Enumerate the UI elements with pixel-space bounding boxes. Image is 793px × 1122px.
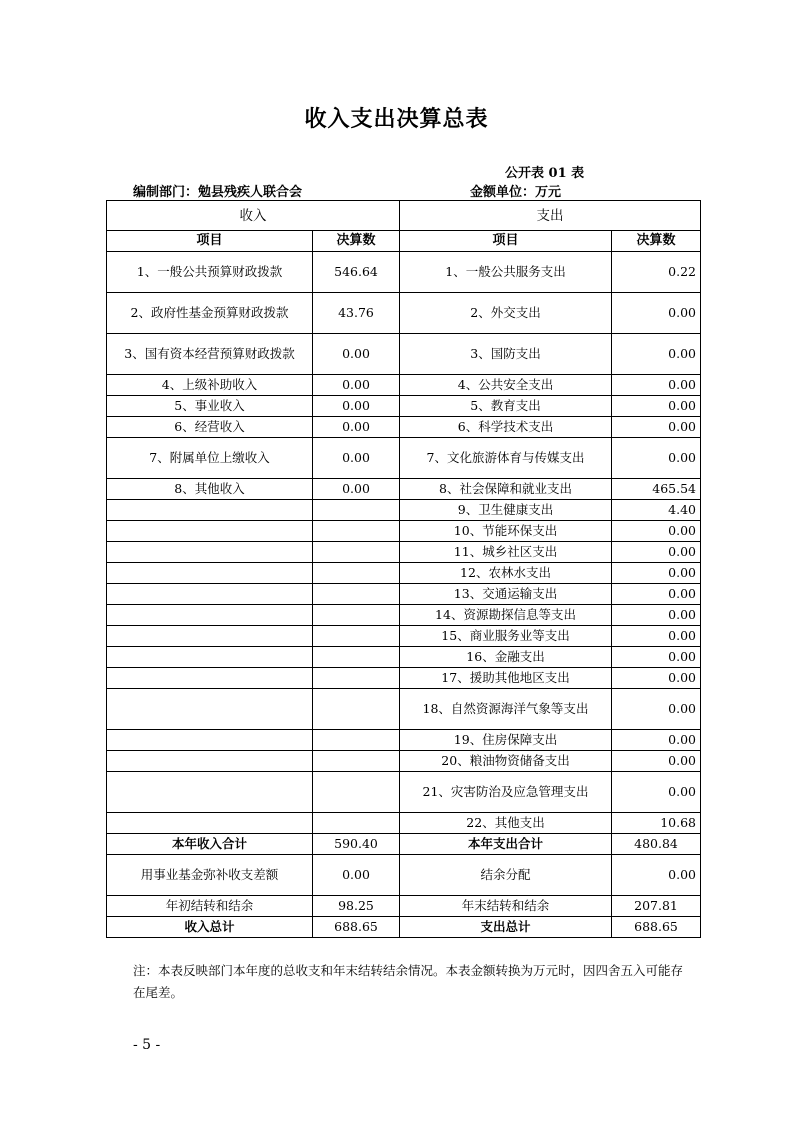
table-row [107,605,701,626]
income-amount-cell: 0.00 [313,417,400,438]
table-row [107,500,701,521]
table-row [107,375,701,396]
income-item-cell [107,751,313,772]
expense-amount-cell: 0.22 [612,252,701,293]
year-total-row [107,834,701,855]
table-row [107,584,701,605]
expense-amount-cell: 4.40 [612,500,701,521]
income-amount-cell [313,668,400,689]
income-item-cell [107,626,313,647]
expense-item-cell: 17、援助其他地区支出 [400,668,612,689]
income-amount-cell [313,751,400,772]
table-row [107,751,701,772]
income-item-cell [107,668,313,689]
expense-item-cell: 15、商业服务业等支出 [400,626,612,647]
table-row [107,479,701,500]
expense-item-cell: 20、粮油物资储备支出 [400,751,612,772]
income-amount-cell: 546.64 [313,252,400,293]
expense-item-cell: 10、节能环保支出 [400,521,612,542]
income-item-cell: 6、经营收入 [107,417,313,438]
expense-amount-cell: 0.00 [612,563,701,584]
income-item-cell [107,521,313,542]
table-row [107,542,701,563]
expense-item-cell: 11、城乡社区支出 [400,542,612,563]
income-amount-cell [313,500,400,521]
income-amount-cell [313,521,400,542]
income-header: 收入 [107,201,400,231]
income-amount-cell [313,772,400,813]
table-row [107,293,701,334]
income-amount-cell [313,626,400,647]
department-label: 编制部门：勉县残疾人联合会 [133,185,303,200]
expense-item-cell: 8、社会保障和就业支出 [400,479,612,500]
expense-amount-cell: 0.00 [612,417,701,438]
page-title: 收入支出决算总表 [304,106,489,132]
table-row [107,334,701,375]
income-item-cell [107,500,313,521]
income-item-cell [107,772,313,813]
begin-label: 年初结转和结余 [107,896,313,917]
expense-item-cell: 7、文化旅游体育与传媒支出 [400,438,612,479]
total-income-label: 收入总计 [107,917,313,938]
expense-item-cell: 22、其他支出 [400,813,612,834]
income-item-cell [107,542,313,563]
income-item-cell [107,647,313,668]
surplus-label: 结余分配 [400,855,612,896]
table-row [107,417,701,438]
expense-item-cell: 13、交通运输支出 [400,584,612,605]
table-row [107,626,701,647]
expense-amount-cell: 465.54 [612,479,701,500]
expense-amount-cell: 10.68 [612,813,701,834]
carryover-row [107,896,701,917]
income-amount-cell [313,730,400,751]
income-item-cell [107,689,313,730]
year-income-label: 本年收入合计 [107,834,313,855]
income-amount-cell: 0.00 [313,334,400,375]
table-row [107,563,701,584]
expense-item-cell: 1、一般公共服务支出 [400,252,612,293]
income-item-header: 项目 [107,231,313,252]
income-amount-cell [313,542,400,563]
income-item-cell [107,730,313,751]
income-item-cell: 3、国有资本经营预算财政拨款 [107,334,313,375]
income-item-cell: 7、附属单位上缴收入 [107,438,313,479]
income-item-cell: 8、其他收入 [107,479,313,500]
income-item-cell [107,605,313,626]
footnote: 注：本表反映部门本年度的总收支和年末结转结余情况。本表金额转换为万元时，因四舍五入可能存在尾差。 [133,963,684,1000]
column-header-row [107,231,701,252]
expense-item-cell: 12、农林水支出 [400,563,612,584]
income-item-cell [107,813,313,834]
expense-amount-cell: 0.00 [612,751,701,772]
table-row [107,252,701,293]
table-row [107,521,701,542]
fund-row [107,855,701,896]
income-item-cell: 1、一般公共预算财政拨款 [107,252,313,293]
end-value: 207.81 [612,896,701,917]
expense-item-cell: 5、教育支出 [400,396,612,417]
total-expense-label: 支出总计 [400,917,612,938]
unit-label: 金额单位：万元 [470,185,562,200]
income-amount-cell [313,689,400,730]
expense-amount-cell: 0.00 [612,438,701,479]
total-expense-value: 688.65 [612,917,701,938]
income-amount-cell [313,605,400,626]
expense-item-cell: 21、灾害防治及应急管理支出 [400,772,612,813]
expense-item-header: 项目 [400,231,612,252]
page-number: - 5 - [133,1037,161,1053]
surplus-value: 0.00 [612,855,701,896]
income-item-cell: 5、事业收入 [107,396,313,417]
income-amount-cell: 0.00 [313,438,400,479]
table-row [107,772,701,813]
expense-amount-cell: 0.00 [612,375,701,396]
expense-item-cell: 2、外交支出 [400,293,612,334]
income-amount-cell: 0.00 [313,479,400,500]
income-amount-cell [313,584,400,605]
expense-amount-cell: 0.00 [612,772,701,813]
expense-amount-cell: 0.00 [612,689,701,730]
income-amount-cell: 0.00 [313,396,400,417]
income-amount-cell [313,563,400,584]
income-amount-cell: 0.00 [313,375,400,396]
income-amount-cell [313,647,400,668]
income-amount-cell [313,813,400,834]
expense-header: 支出 [400,201,701,231]
expense-amount-cell: 0.00 [612,605,701,626]
year-expense-value: 480.84 [612,834,701,855]
expense-item-cell: 14、资源勘探信息等支出 [400,605,612,626]
begin-value: 98.25 [313,896,400,917]
expense-amount-cell: 0.00 [612,626,701,647]
table-row [107,813,701,834]
table-row [107,647,701,668]
income-amount-cell: 43.76 [313,293,400,334]
expense-amount-cell: 0.00 [612,542,701,563]
expense-item-cell: 16、金融支出 [400,647,612,668]
section-header-row [107,201,701,231]
expense-item-cell: 18、自然资源海洋气象等支出 [400,689,612,730]
expense-amount-cell: 0.00 [612,396,701,417]
expense-item-cell: 9、卫生健康支出 [400,500,612,521]
expense-item-cell: 4、公共安全支出 [400,375,612,396]
income-item-cell: 4、上级补助收入 [107,375,313,396]
expense-amount-cell: 0.00 [612,668,701,689]
year-income-value: 590.40 [313,834,400,855]
fund-label: 用事业基金弥补收支差额 [107,855,313,896]
income-item-cell [107,584,313,605]
income-item-cell [107,563,313,584]
grand-total-row [107,917,701,938]
table-row [107,730,701,751]
expense-amount-cell: 0.00 [612,293,701,334]
income-item-cell: 2、政府性基金预算财政拨款 [107,293,313,334]
table-row [107,689,701,730]
expense-amount-header: 决算数 [612,231,701,252]
table-row [107,438,701,479]
income-amount-header: 决算数 [313,231,400,252]
form-number: 公开表 01 表 [505,166,585,181]
total-income-value: 688.65 [313,917,400,938]
table-row [107,396,701,417]
expense-item-cell: 3、国防支出 [400,334,612,375]
budget-table [106,200,701,938]
expense-amount-cell: 0.00 [612,521,701,542]
year-expense-label: 本年支出合计 [400,834,612,855]
end-label: 年末结转和结余 [400,896,612,917]
table-row [107,668,701,689]
expense-amount-cell: 0.00 [612,647,701,668]
expense-item-cell: 19、住房保障支出 [400,730,612,751]
expense-amount-cell: 0.00 [612,730,701,751]
expense-item-cell: 6、科学技术支出 [400,417,612,438]
expense-amount-cell: 0.00 [612,584,701,605]
expense-amount-cell: 0.00 [612,334,701,375]
fund-value: 0.00 [313,855,400,896]
